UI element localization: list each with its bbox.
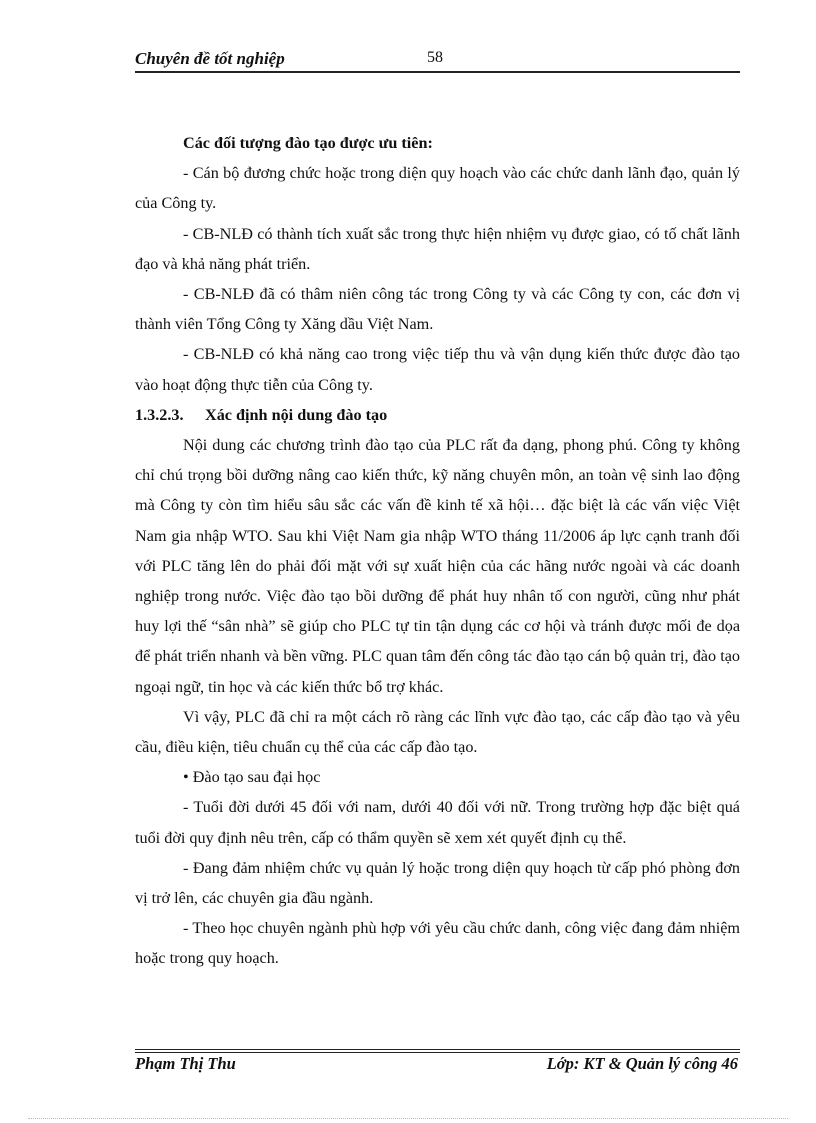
bullet-item: • Đào tạo sau đại học xyxy=(183,768,321,787)
body-paragraph: Vì vậy, PLC đã chỉ ra một cách rõ ràng các lĩnh vực đào tạo, các cấp đào tạo và yêu cầu, điều kiện, tiêu chuẩn cụ thể của các cấp đào tạo. xyxy=(135,707,740,757)
page-body xyxy=(135,128,740,974)
section-number: 1.3.2.3. xyxy=(135,405,184,424)
requirement-item: - Tuổi đời dưới 45 đối với nam, dưới 40 đối với nữ. Trong trường hợp đặc biệt quá tuổi đời quy định nêu trên, cấp có thẩm quyền sẽ xem xét quyết định cụ thể. xyxy=(135,798,740,847)
requirement-item: - Đang đảm nhiệm chức vụ quản lý hoặc trong diện quy hoạch từ cấp phó phòng đơn vị trở lên, các chuyên gia đầu ngành. xyxy=(135,858,740,908)
priority-item: - CB-NLĐ có khả năng cao trong việc tiếp thu và vận dụng kiến thức được đào tạo vào hoạt động thực tiễn của Công ty. xyxy=(135,345,740,394)
page-number: 58 xyxy=(427,49,443,66)
section-title: Xác định nội dung đào tạo xyxy=(205,405,388,424)
footer-rule xyxy=(135,1049,740,1050)
page-edge xyxy=(28,1118,788,1119)
document-title: Chuyên đề tốt nghiệp xyxy=(135,49,285,68)
footer-rule xyxy=(135,1052,740,1053)
section-heading xyxy=(135,400,740,430)
body-paragraph: Nội dung các chương trình đào tạo của PLC rất đa dạng, phong phú. Công ty không chỉ chú trọng bồi dưỡng nâng cao kiến thức, kỹ năng chuyên môn, an toàn vệ sinh lao động mà Công ty còn tìm hiểu sâu sắc các vấn đề kinh tế xã hội… đặc biệt là các vấn việc Việt Nam gia nhập WTO. Sau khi Việt Nam gia nhập WTO tháng 11/2006 áp lực cạnh tranh đối với PLC tăng lên do phải đối mặt với sự xuất hiện của các hãng nước ngoài và các doanh nghiệp trong nước. Việc đào tạo bồi dưỡng để phát huy nhân tố con người, cũng như phát huy lợi thế “sân nhà” sẽ giúp cho PLC tự tin tận dụng các cơ hội và tránh được mối đe dọa để phát triển nhanh và bền vững. PLC quan tâm đến công tác đào tạo cán bộ quản trị, đào tạo ngoại ngữ, tin học và các kiến thức bổ trợ khác. xyxy=(135,436,740,696)
class-label: Lớp: KT & Quản lý công 46 xyxy=(546,1054,738,1073)
requirement-item: - Theo học chuyên ngành phù hợp với yêu cầu chức danh, công việc đang đảm nhiệm hoặc trong quy hoạch. xyxy=(135,919,740,968)
priority-item: - CB-NLĐ có thành tích xuất sắc trong thực hiện nhiệm vụ được giao, có tố chất lãnh đạo và khả năng phát triển. xyxy=(135,224,740,273)
priority-item: - CB-NLĐ đã có thâm niên công tác trong Công ty và các Công ty con, các đơn vị thành viên Tổng Công ty Xăng dầu Việt Nam. xyxy=(135,285,740,334)
priority-item: - Cán bộ đương chức hoặc trong diện quy hoạch vào các chức danh lãnh đạo, quản lý của Công ty. xyxy=(135,164,740,213)
page-header xyxy=(135,46,740,72)
page-footer xyxy=(135,1054,740,1078)
header-rule xyxy=(135,71,740,73)
priority-heading: Các đối tượng đào tạo được ưu tiên: xyxy=(183,134,433,152)
author-name: Phạm Thị Thu xyxy=(135,1054,236,1073)
